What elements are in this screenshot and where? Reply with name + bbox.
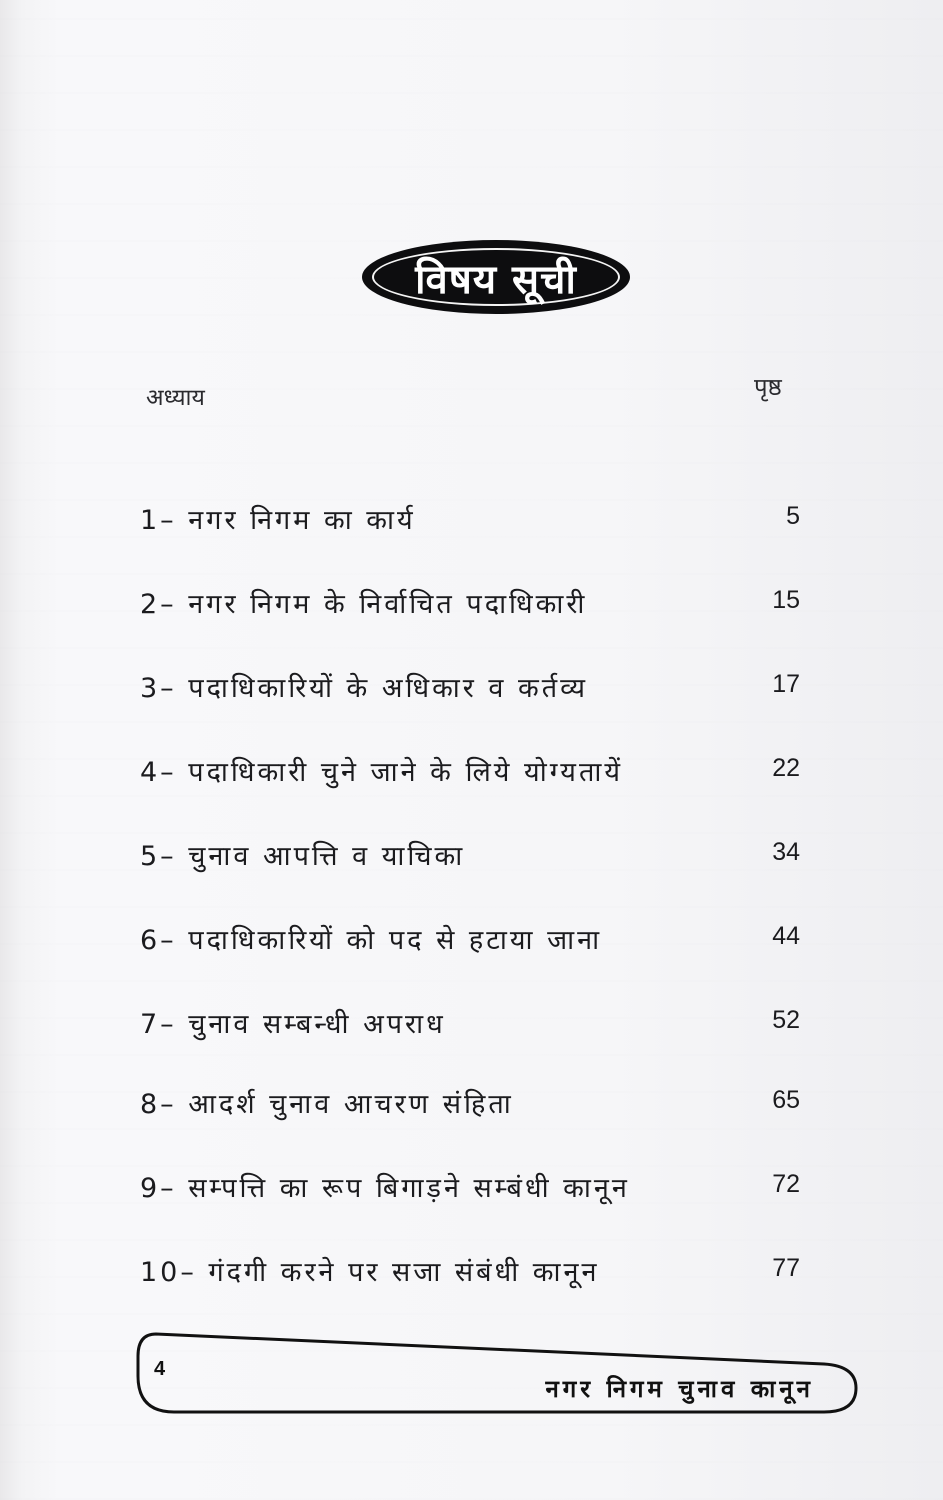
toc-entry-title: 8– आदर्श चुनाव आचरण संहिता <box>140 1089 514 1120</box>
toc-entry-page: 5 <box>786 502 800 530</box>
toc-entry <box>140 668 800 712</box>
contents-title: विषय सूची <box>415 256 577 303</box>
toc-entry-page: 52 <box>772 1006 800 1034</box>
toc-entry <box>140 500 800 544</box>
toc-entry-title: 1– नगर निगम का कार्य <box>140 505 416 536</box>
toc-entry <box>140 1004 800 1048</box>
toc-entry-page: 65 <box>772 1086 800 1114</box>
contents-title-badge <box>362 240 630 314</box>
toc-entry-page: 44 <box>772 922 800 950</box>
toc-entry-page: 17 <box>772 670 800 698</box>
running-footer <box>134 1332 858 1416</box>
toc-entry <box>140 1252 800 1296</box>
toc-entry-title: 2– नगर निगम के निर्वाचित पदाधिकारी <box>140 589 588 620</box>
toc-entry-title: 4– पदाधिकारी चुने जाने के लिये योग्यतायें <box>140 757 623 788</box>
footer-page-number: 4 <box>154 1358 166 1380</box>
toc-entry <box>140 584 800 628</box>
toc-entry-title: 9– सम्पत्ति का रूप बिगाड़ने सम्बंधी कानून <box>140 1173 630 1204</box>
toc-entry-title: 3– पदाधिकारियों के अधिकार व कर्तव्य <box>140 673 589 704</box>
page-column-label: पृष्ठ <box>754 373 782 401</box>
toc-entry-title: 6– पदाधिकारियों को पद से हटाया जाना <box>140 925 603 956</box>
toc-entry-page: 15 <box>772 586 800 614</box>
toc-entry <box>140 1168 800 1212</box>
toc-entry <box>140 1084 800 1128</box>
chapter-column-label: अध्याय <box>146 385 205 411</box>
toc-entry <box>140 920 800 964</box>
toc-entry-title: 10– गंदगी करने पर सजा संबंधी कानून <box>140 1257 600 1288</box>
toc-entry-page: 34 <box>772 838 800 866</box>
toc-entry-page: 22 <box>772 754 800 782</box>
toc-entry <box>140 752 800 796</box>
toc-entry-title: 5– चुनाव आपत्ति व याचिका <box>140 841 466 872</box>
toc-entry-title: 7– चुनाव सम्बन्धी अपराध <box>140 1009 446 1040</box>
toc-entry-page: 72 <box>772 1170 800 1198</box>
footer-book-title: नगर निगम चुनाव कानून <box>545 1375 814 1403</box>
toc-entry-page: 77 <box>772 1254 800 1282</box>
toc-entry <box>140 836 800 880</box>
